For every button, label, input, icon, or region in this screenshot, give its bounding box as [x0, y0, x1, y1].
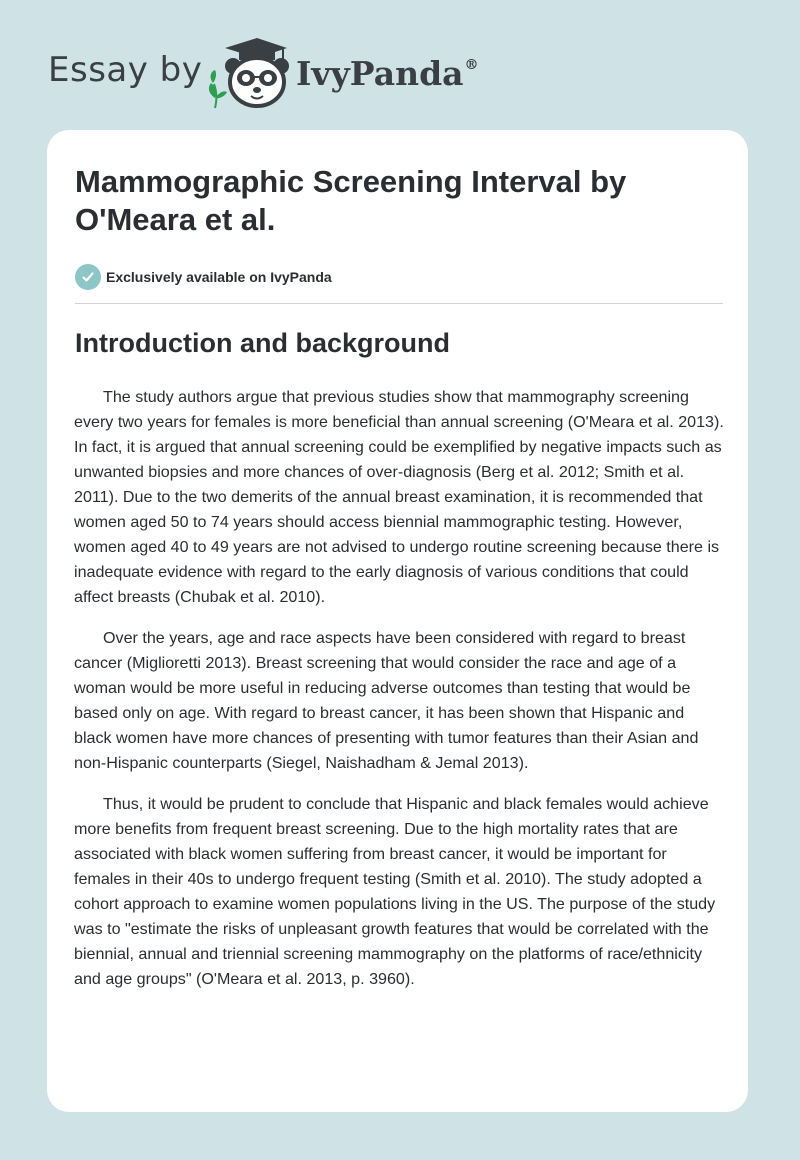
paragraph-2: Over the years, age and race aspects have been considered with regard to breast cancer (Miglioretti 2013). Breast screening that would consider the race and age of a woman would be more useful in reducing adverse outcomes than testing that would be based only on age. With regard to breast cancer, it has been shown that Hispanic and black women have more chances of presenting with tumor features than their Asian and non-Hispanic counterparts (Siegel, Naishadham & Jemal 2013).	[74, 629, 699, 772]
registered-mark: ®	[464, 57, 479, 73]
exclusive-badge-text: Exclusively available on IvyPanda	[106, 269, 332, 285]
section-heading: Introduction and background	[75, 328, 450, 358]
article-body	[74, 385, 724, 1008]
paragraph-3: Thus, it would be prudent to conclude that Hispanic and black females would achieve more benefits from frequent breast screening. Due to the high mortality rates that are associated with black women suffering from breast cancer, it would be important for females in their 40s to undergo frequent testing (Smith et al. 2010). The study adopted a cohort approach to examine women populations living in the US. The purpose of the study was to "estimate the risks of unpleasant growth features that would be correlated with the biennial, annual and triennial screening mammography on the platforms of race/ethnicity and age groups" (O'Meara et al. 2013, p. 3960).	[74, 795, 716, 988]
exclusive-badge	[75, 264, 332, 290]
brand-logo-text[interactable]	[296, 54, 479, 93]
essay-by-label: Essay by	[48, 50, 203, 90]
site-header	[48, 36, 648, 110]
divider	[75, 303, 723, 304]
page-title: Mammographic Screening Interval by O'Meara et al.	[75, 164, 627, 237]
paragraph-1: The study authors argue that previous studies show that mammography screening every two years for females is more beneficial than annual screening (O'Meara et al. 2013). In fact, it is argued that annual screening could be exemplified by negative impacts such as unwanted biopsies and more chances of over-diagnosis (Berg et al. 2012; Smith et al. 2011). Due to the two demerits of the annual breast examination, it is recommended that women aged 50 to 74 years should access biennial mammographic testing. However, women aged 40 to 49 years are not advised to undergo routine screening because there is inadequate evidence with regard to the early diagnosis of various conditions that could affect breasts (Chubak et al. 2010).	[74, 388, 724, 606]
brand-name: IvyPanda	[296, 54, 464, 93]
article-card	[47, 130, 748, 1112]
check-icon	[75, 264, 101, 290]
panda-graduate-icon[interactable]	[201, 36, 293, 110]
